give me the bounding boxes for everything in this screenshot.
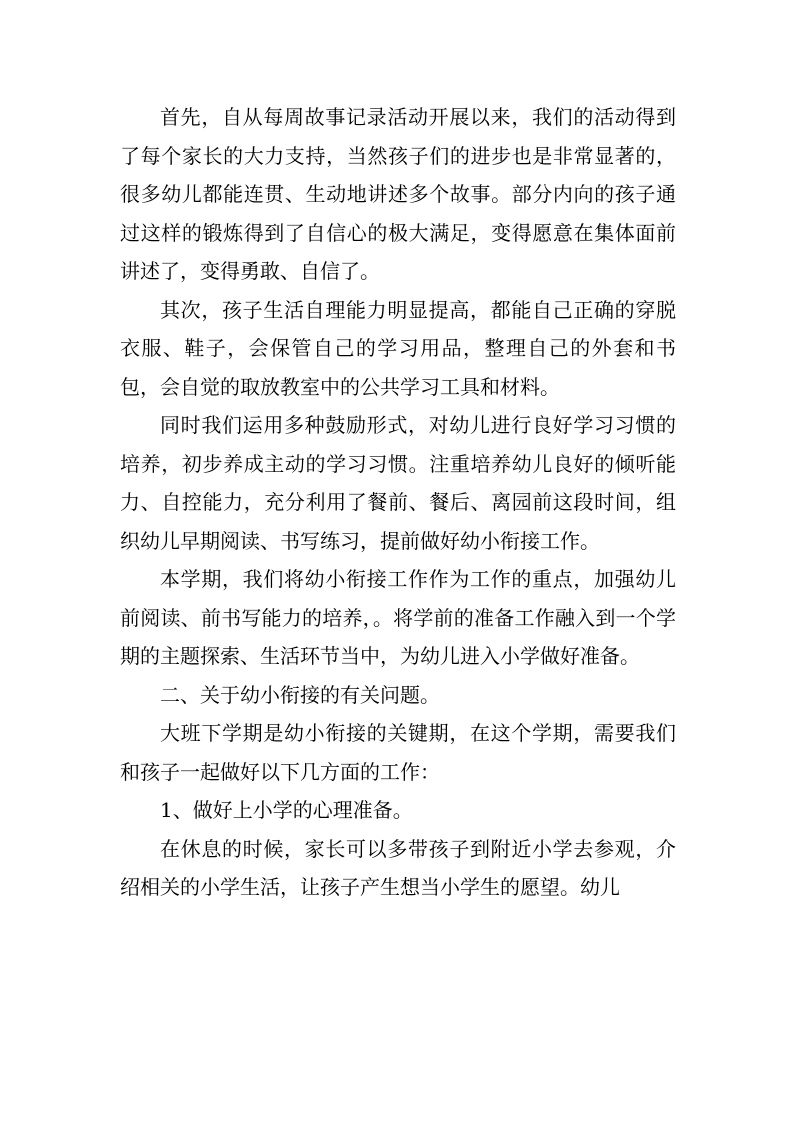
paragraph-visit-primary-school: 在休息的时候，家长可以多带孩子到附近小学去参观，介绍相关的小学生活，让孩子产生想当小学生的愿望。幼儿 — [120, 836, 676, 899]
paragraph-learning-habits: 同时我们运用多种鼓励形式，对幼儿进行良好学习习惯的培养，初步养成主动的学习习惯。注重培养幼儿良好的倾听能力、自控能力，充分利用了餐前、餐后、离园前这段时间，组织幼儿早期阅读、书写练习，提前做好幼小衔接工作。 — [120, 413, 676, 553]
paragraph-progress-story-activity: 首先，自从每周故事记录活动开展以来，我们的活动得到了每个家长的大力支持，当然孩子们的进步也是非常显著的，很多幼儿都能连贯、生动地讲述多个故事。部分内向的孩子通过这样的锻炼得到了自信心的极大满足，变得愿意在集体面前讲述了，变得勇敢、自信了。 — [120, 105, 676, 283]
paragraph-key-period: 大班下学期是幼小衔接的关键期，在这个学期，需要我们和孩子一起做好以下几方面的工作： — [120, 721, 676, 784]
document-body — [120, 98, 676, 907]
subheading-psychological-preparation: 1、做好上小学的心理准备。 — [160, 798, 413, 822]
paragraph-semester-focus: 本学期，我们将幼小衔接工作作为工作的重点，加强幼儿前阅读、前书写能力的培养，。将学前的准备工作融入到一个学期的主题探索、生活环节当中，为幼儿进入小学做好准备。 — [120, 567, 676, 668]
section-heading-transition-issues: 二、关于幼小衔接的有关问题。 — [160, 682, 440, 707]
paragraph-self-care-ability: 其次，孩子生活自理能力明显提高，都能自己正确的穿脱衣服、鞋子，会保管自己的学习用品，整理自己的外套和书包，会自觉的取放教室中的公共学习工具和材料。 — [120, 297, 676, 399]
